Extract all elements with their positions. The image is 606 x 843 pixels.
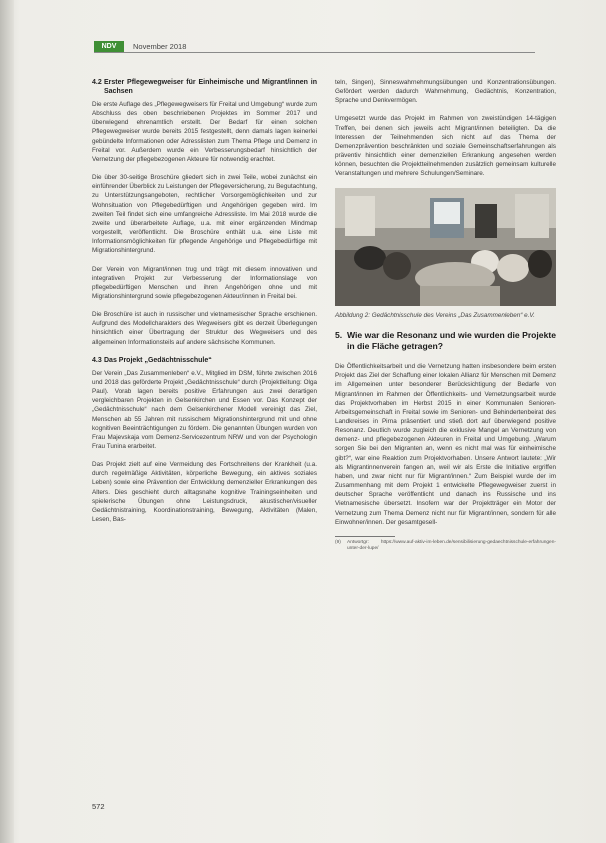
section-4-2-heading: 4.2 Erster Pflegewegweiser für Einheimische und Migrant/innen in Sachsen bbox=[92, 79, 317, 95]
paragraph: Der Verein von Migrant/innen trug und trägt mit diesem innovativen und integrativen Projekt zur Verbesserung der Informationslage von pflegebedürftigen Menschen und ihren Angehörigen ohne und mit Migrationshintergrund sowie pflegebezogenen Akteur/innen in Freital bei. bbox=[92, 265, 317, 300]
paragraph: Die über 30-seitige Broschüre gliedert sich in zwei Teile, wobei zunächst ein einführender Überblick zu Leistungen der Pflegeversicherung, zu Begutachtung, zu Unterstützungsangeboten, rechtlicher Vorsorgemöglichkeiten und zur Wohnsituation von Pflegebedürftigen und Angehörigen gegeben wird. Im zweiten Teil findet sich eine umfangreiche Adressliste. Im Mai 2018 wurde die zweite und überarbeitete Auflage, u.a. mit einer ergänzenden Mindmap vorgestellt, veröffentlicht. Die Broschüre enthält u.a. eine Liste mit Informationsmöglichkeiten für pflegende Angehörige und Pflegebedürftige mit Migrationshintergrund. bbox=[92, 174, 317, 255]
paragraph: Die Öffentlichkeitsarbeit und die Vernetzung hatten insbesondere beim ersten Projekt das Ziel der Schaffung einer lokalen Allianz für Menschen mit Demenz im Allgemeinen unter besonderer Berücksichtigung der Bedarfe von Migrant/innen im Rahmen der Öffentlichkeits- und Vernetzungsarbeit wurde das Projektvorhaben im Herbst 2015 in einer Kommunalen Senioren-Arbeitsgemeinschaft in Freital sowie im Senioren- und Behindertenbeirat des Landkreises in Pirna präsentiert und stieß dort auf überwiegend positive Resonanz. Deutlich wurde zugleich die exklusive Mangel an Vernetzung von demenz- und pflegebezogenen Akteuren in Freital und Umgebung. „Warum sorgen Sie bei den Migranten an, wenn es nicht mal was für einheimische gibt?“, war eine Reaktion zum Projektvorhaben. Unsere Antwort lautete: „Wir als Migrantinnenverein fangen an, weil wir als Erste die Initiative ergriffen haben, und zwar nicht nur für Migrant/innen.“ Zum Beispiel wurde der im Zusammenhang mit dem Projekt 1 entwickelte Pflegewegweiser zuerst in deutscher Sprache veröffentlicht und danach ins Russische und ins Vietnamesische übersetzt. Insofern war der Projektträger ein Motor der Vernetzung zum Thema Demenz nicht nur für Migrant/innen, sondern für alle Einwohner/innen. Der gesamtgesell- bbox=[335, 363, 556, 526]
header-date: November 2018 bbox=[133, 42, 187, 51]
section-5-heading: 5. Wie war die Resonanz und wie wurden die Projekte in die Fläche getragen? bbox=[335, 330, 556, 352]
left-column bbox=[92, 78, 317, 533]
right-column bbox=[335, 78, 556, 552]
group-photo bbox=[335, 188, 556, 306]
footnote-rule bbox=[335, 536, 395, 537]
section-4-3-heading: 4.3 Das Projekt „Gedächtnisschule“ bbox=[92, 356, 212, 364]
page-binding-shadow bbox=[0, 0, 14, 843]
paragraph: Umgesetzt wurde das Projekt im Rahmen von zweistündigen 14-tägigen Treffen, bei denen sich jeweils acht Migrant/innen beteiligten. Da die Interessen der Teilnehmenden sich nicht auf das Thema der Demenzprävention beschränkten und soziale Gemeinschaftserfahrungen als präventiv hinsichtlich einer demenziellen Erkrankung angesehen werden können, besuchten die Projektteilnehmenden zusätzlich gemeinsam kulturelle Veranstaltungen und mehrere Schulungen/Seminare. bbox=[335, 115, 556, 178]
paragraph: Der Verein „Das Zusammenleben“ e.V., Mitglied im DSM, führte zwischen 2016 und 2018 das geförderte Projekt „Gedächtnisschule“ durch (Projektleitung: Olga Paul). Vorab lagen bereits positive Erfahrungen aus zwei derartigen vergleichbaren Projekten in Gelsenkirchen und Essen vor. Das Konzept der „Gedächtnisschule“ nach dem Gelsenkirchener Modell vereinigt das Ziel, Menschen ab 55 Jahren mit russischem Migrationshintergrund mit und ohne kognitiven Beeinträchtigungen zu fördern. Die genannten Übungen wurden von Frau Majevskaja vom Demenz-Servicezentrum NRW und von der Psychologin Frau Tunina erarbeitet. bbox=[92, 369, 317, 450]
paragraph: Die Broschüre ist auch in russischer und vietnamesischer Sprache erschienen. Aufgrund des Modellcharakters des Wegweisers gibt es derzeit Überlegungen hinsichtlich einer Übertragung der Struktur des Wegweisers und des allgemeinen Informationsteils auf andere sächsische Kommunen. bbox=[92, 311, 317, 346]
photo-icon bbox=[335, 188, 556, 306]
paragraph: Das Projekt zielt auf eine Vermeidung des Fortschreitens der Krankheit (u.a. durch regelmäßige Aktivitäten, körperliche Bewegung, ein aktives soziales Leben) sowie eine Prävention der Entwicklung demenzieller Erkrankungen des Alters. Dies geschieht durch alltagsnahe kognitive Trainingseinheiten und spielerische Übungen ohne Leistungsdruck, akustischer/visueller Gedächtnistraining, Koordinationstraining, Bewegung, Aktivitäten (Malen, Lesen, Bas- bbox=[92, 461, 317, 524]
header-rule bbox=[94, 52, 535, 53]
paragraph: teln, Singen), Sinneswahrnehmungsübungen und Konzentrationsübungen. Gefördert werden dadurch Wahrnehmung, Gedächtnis, Konzentration, Sprache und Denkvermögen. bbox=[335, 79, 556, 105]
page-number: 572 bbox=[92, 802, 105, 811]
paragraph: Die erste Auflage des „Pflegewegweisers für Freital und Umgebung“ wurde zum Abschluss des oben beschriebenen Projektes im Sommer 2017 und überwiegend ehrenamtlich erstellt. Der Bedarf für einen solchen Pflegewegweiser wurde bereits 2015 festgestellt, denn damals lagen keinerlei gebündelte Informationen oder Adresslisten zum Thema Pflege und Demenz in Freital vor. Außerdem wurde ein Verbesserungsbedarf hinsichtlich der Vernetzung der pflegebezogenen Akteure für notwendig erachtet. bbox=[92, 101, 317, 163]
journal-badge: NDV bbox=[94, 41, 124, 52]
footnote: (9) Antwortgr: https://www.auf-aktiv-im-leben.de/sensibilisierung-gedaechtnisschule-erfahrungen-unter-der-lupe/ bbox=[335, 539, 556, 551]
figure-caption: Abbildung 2: Gedächtnisschule des Vereins „Das Zusammenleben“ e.V. bbox=[335, 311, 535, 319]
